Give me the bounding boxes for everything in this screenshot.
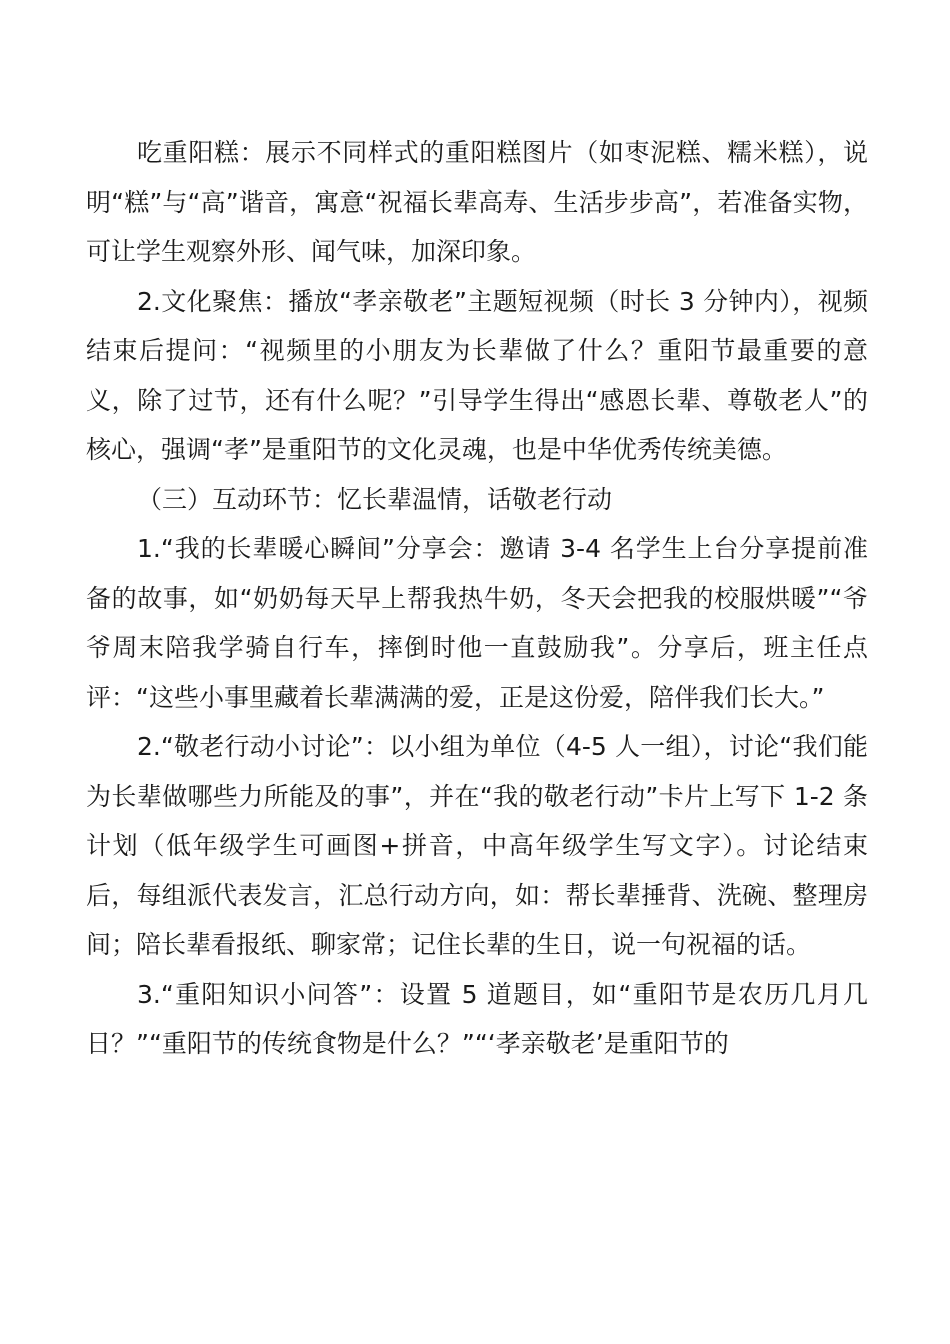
paragraph-culture-focus: 2.文化聚焦：播放“孝亲敬老”主题短视频（时长 3 分钟内），视频结束后提问：“视频里的小朋友为长辈做了什么？重阳节最重要的意义，除了过节，还有什么呢？”引导学生得出“感恩长辈、尊敬老人”的核心，强调“孝”是重阳节的文化灵魂，也是中华优秀传统美德。 (86, 286, 868, 464)
paragraph-sharing-session: 1.“我的长辈暖心瞬间”分享会：邀请 3-4 名学生上台分享提前准备的故事，如“奶奶每天早上帮我热牛奶，冬天会把我的校服烘暖”“爷爷周末陪我学骑自行车，摔倒时他一直鼓励我”。分享后，班主任点评：“这些小事里藏着长辈满满的爱，正是这份爱，陪伴我们长大。” (86, 534, 868, 712)
document-body (86, 128, 868, 1069)
paragraph-quiz: 3.“重阳知识小问答”：设置 5 道题目，如“重阳节是农历几月几日？”“重阳节的传统食物是什么？”“‘孝亲敬老’是重阳节的 (86, 979, 868, 1058)
paragraph-group-discussion: 2.“敬老行动小讨论”：以小组为单位（4-5 人一组），讨论“我们能为长辈做哪些力所能及的事”，并在“我的敬老行动”卡片上写下 1-2 条计划（低年级学生可画图+拼音，中高年级学生写文字）。讨论结束后，每组派代表发言，汇总行动方向，如：帮长辈捶背、洗碗、整理房间；陪长辈看报纸、聊家常；记住长辈的生日，说一句祝福的话。 (86, 732, 868, 959)
paragraph-chongyang-cake: 吃重阳糕：展示不同样式的重阳糕图片（如枣泥糕、糯米糕），说明“糕”与“高”谐音，寓意“祝福长辈高寿、生活步步高”，若准备实物，可让学生观察外形、闻气味，加深印象。 (86, 138, 868, 266)
section-heading-interaction: （三）互动环节：忆长辈温情，话敬老行动 (137, 484, 613, 514)
